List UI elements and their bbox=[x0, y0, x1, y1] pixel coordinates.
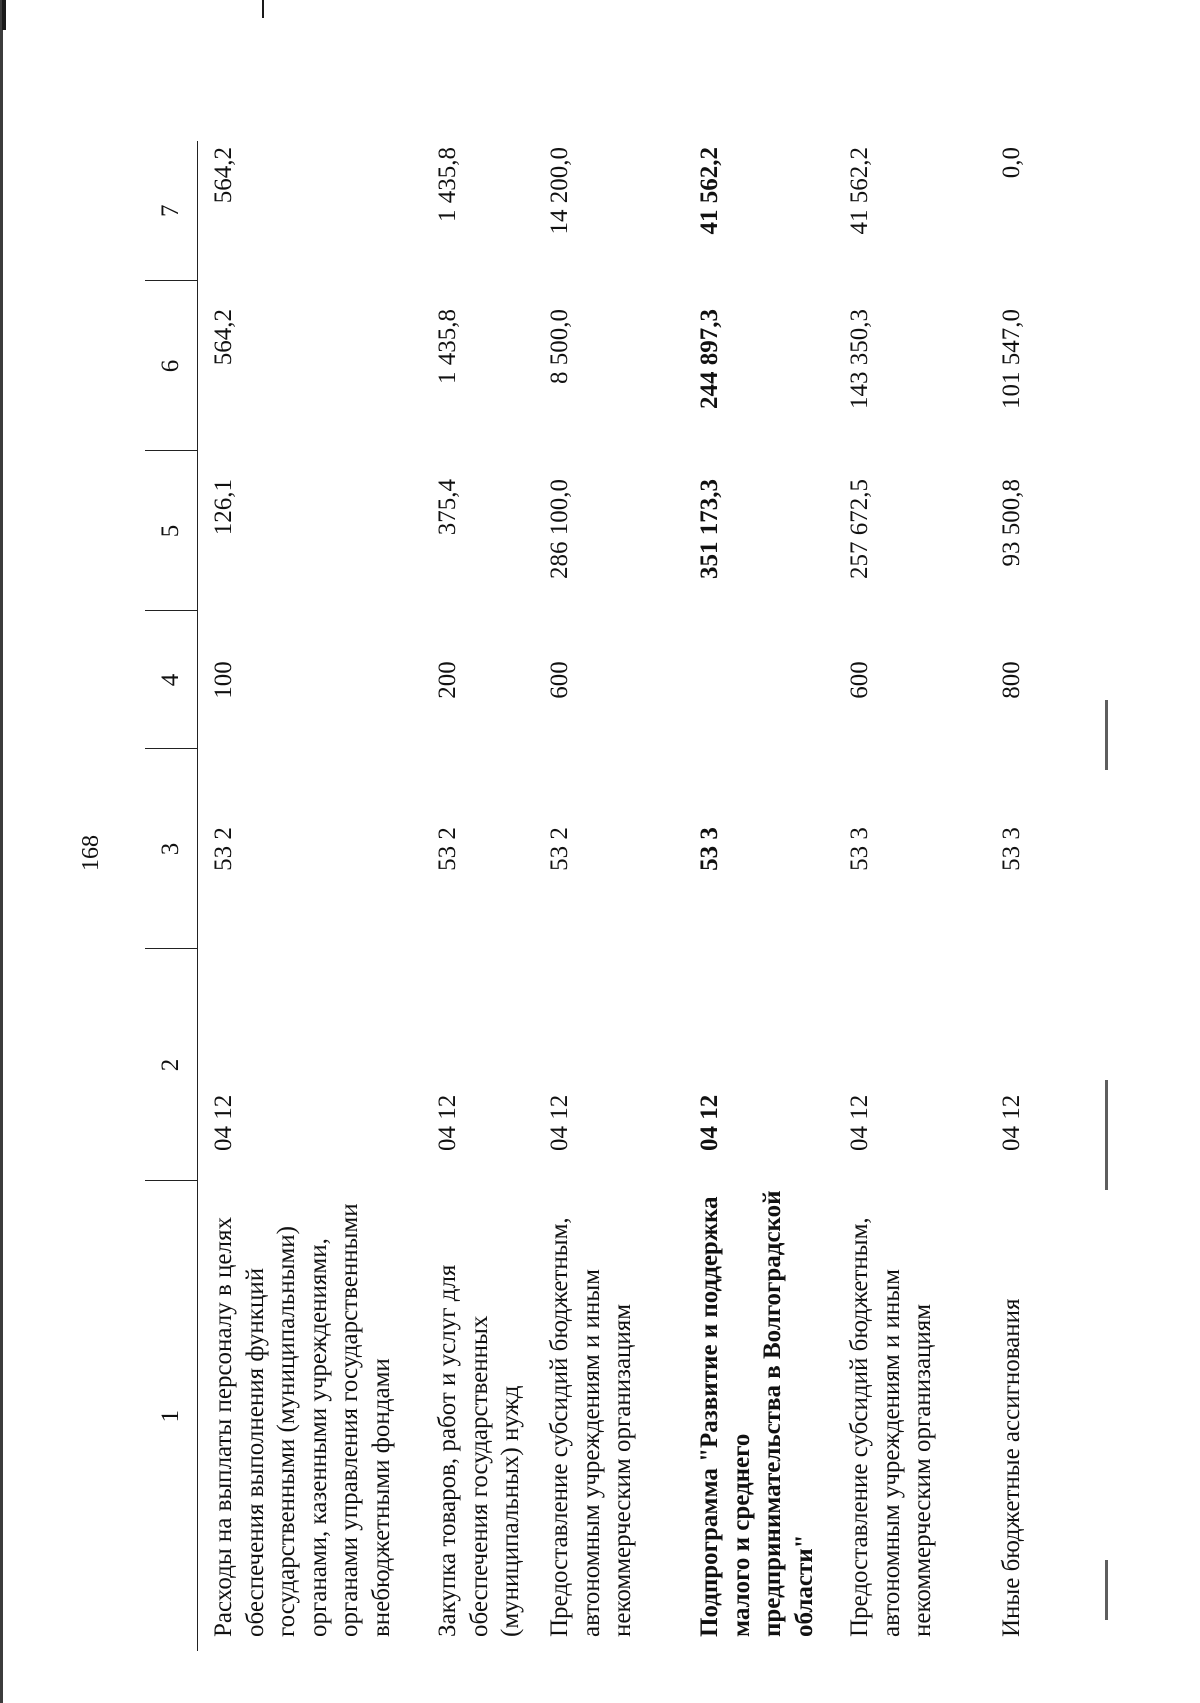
row-col7: 14 200,0 bbox=[546, 147, 573, 235]
row-expense-type bbox=[694, 611, 844, 749]
row-section: 04 12 bbox=[210, 1094, 237, 1151]
row-col7: 564,2 bbox=[210, 147, 237, 204]
table-body bbox=[198, 141, 1037, 1651]
row-name: Подпрограмма "Развитие и поддержка малого и среднего предпринимательства в Волгоградской области" bbox=[696, 1190, 818, 1637]
row-expense-type: 200 bbox=[434, 661, 461, 699]
table-row bbox=[432, 141, 544, 1651]
row-col5: 126,1 bbox=[210, 479, 237, 536]
row-expense-type: 600 bbox=[546, 661, 573, 699]
header-col-3: 3 bbox=[145, 749, 198, 949]
row-name: Иные бюджетные ассигнования bbox=[998, 1298, 1025, 1637]
row-col6: 8 500,0 bbox=[546, 309, 573, 384]
header-col-2: 2 bbox=[145, 949, 198, 1181]
row-col5: 375,4 bbox=[434, 479, 461, 536]
row-name: Расходы на выплаты персоналу в целях обеспечения выполнения функций государственными (муниципальными) органами, казенными учреждениями, органами управления государственными внебюджетными фондами bbox=[210, 1203, 395, 1637]
row-name: Закупка товаров, работ и услуг для обеспечения государственных (муниципальных) нужд bbox=[434, 1264, 524, 1637]
row-section: 04 12 bbox=[696, 1094, 723, 1151]
row-col5: 286 100,0 bbox=[546, 479, 573, 579]
row-expense-type: 800 bbox=[998, 661, 1025, 699]
row-col6: 143 350,3 bbox=[846, 309, 873, 409]
row-section: 04 12 bbox=[434, 1094, 461, 1151]
row-expense-type: 600 bbox=[846, 661, 873, 699]
row-section: 04 12 bbox=[846, 1094, 873, 1151]
table-row bbox=[996, 141, 1036, 1651]
row-col6: 101 547,0 bbox=[998, 309, 1025, 409]
row-col7: 1 435,8 bbox=[434, 147, 461, 222]
row-col6: 244 897,3 bbox=[696, 309, 723, 409]
row-program: 53 3 bbox=[998, 827, 1025, 871]
table-row-subprogram bbox=[694, 141, 844, 1651]
row-name: Предоставление субсидий бюджетным, автономным учреждениям и иным некоммерческим организациям bbox=[846, 1217, 936, 1637]
row-col5: 93 500,8 bbox=[998, 479, 1025, 567]
header-col-5: 5 bbox=[145, 451, 198, 611]
page-number: 168 bbox=[78, 835, 104, 871]
header-row bbox=[145, 141, 198, 1651]
row-col7: 0,0 bbox=[998, 147, 1025, 179]
row-name: Предоставление субсидий бюджетным, автономным учреждениям и иным некоммерческим организациям bbox=[546, 1217, 636, 1637]
row-section: 04 12 bbox=[546, 1094, 573, 1151]
row-col7: 41 562,2 bbox=[846, 147, 873, 235]
header-col-6: 6 bbox=[145, 281, 198, 451]
budget-table bbox=[145, 141, 1036, 1651]
table-header bbox=[145, 141, 198, 1651]
row-section: 04 12 bbox=[998, 1094, 1025, 1151]
row-program: 53 2 bbox=[210, 827, 237, 871]
row-col5: 351 173,3 bbox=[696, 479, 723, 579]
row-col5: 257 672,5 bbox=[846, 479, 873, 579]
row-expense-type: 100 bbox=[210, 661, 237, 699]
table-row bbox=[844, 141, 996, 1651]
row-col6: 1 435,8 bbox=[434, 309, 461, 384]
header-col-4: 4 bbox=[145, 611, 198, 749]
table-row bbox=[544, 141, 694, 1651]
header-col-1: 1 bbox=[145, 1181, 198, 1651]
row-col6: 564,2 bbox=[210, 309, 237, 366]
header-col-7: 7 bbox=[145, 141, 198, 281]
row-program: 53 3 bbox=[696, 827, 723, 871]
row-program: 53 2 bbox=[434, 827, 461, 871]
row-col7: 41 562,2 bbox=[696, 147, 723, 235]
row-program: 53 2 bbox=[546, 827, 573, 871]
row-program: 53 3 bbox=[846, 827, 873, 871]
table-row bbox=[198, 141, 433, 1651]
